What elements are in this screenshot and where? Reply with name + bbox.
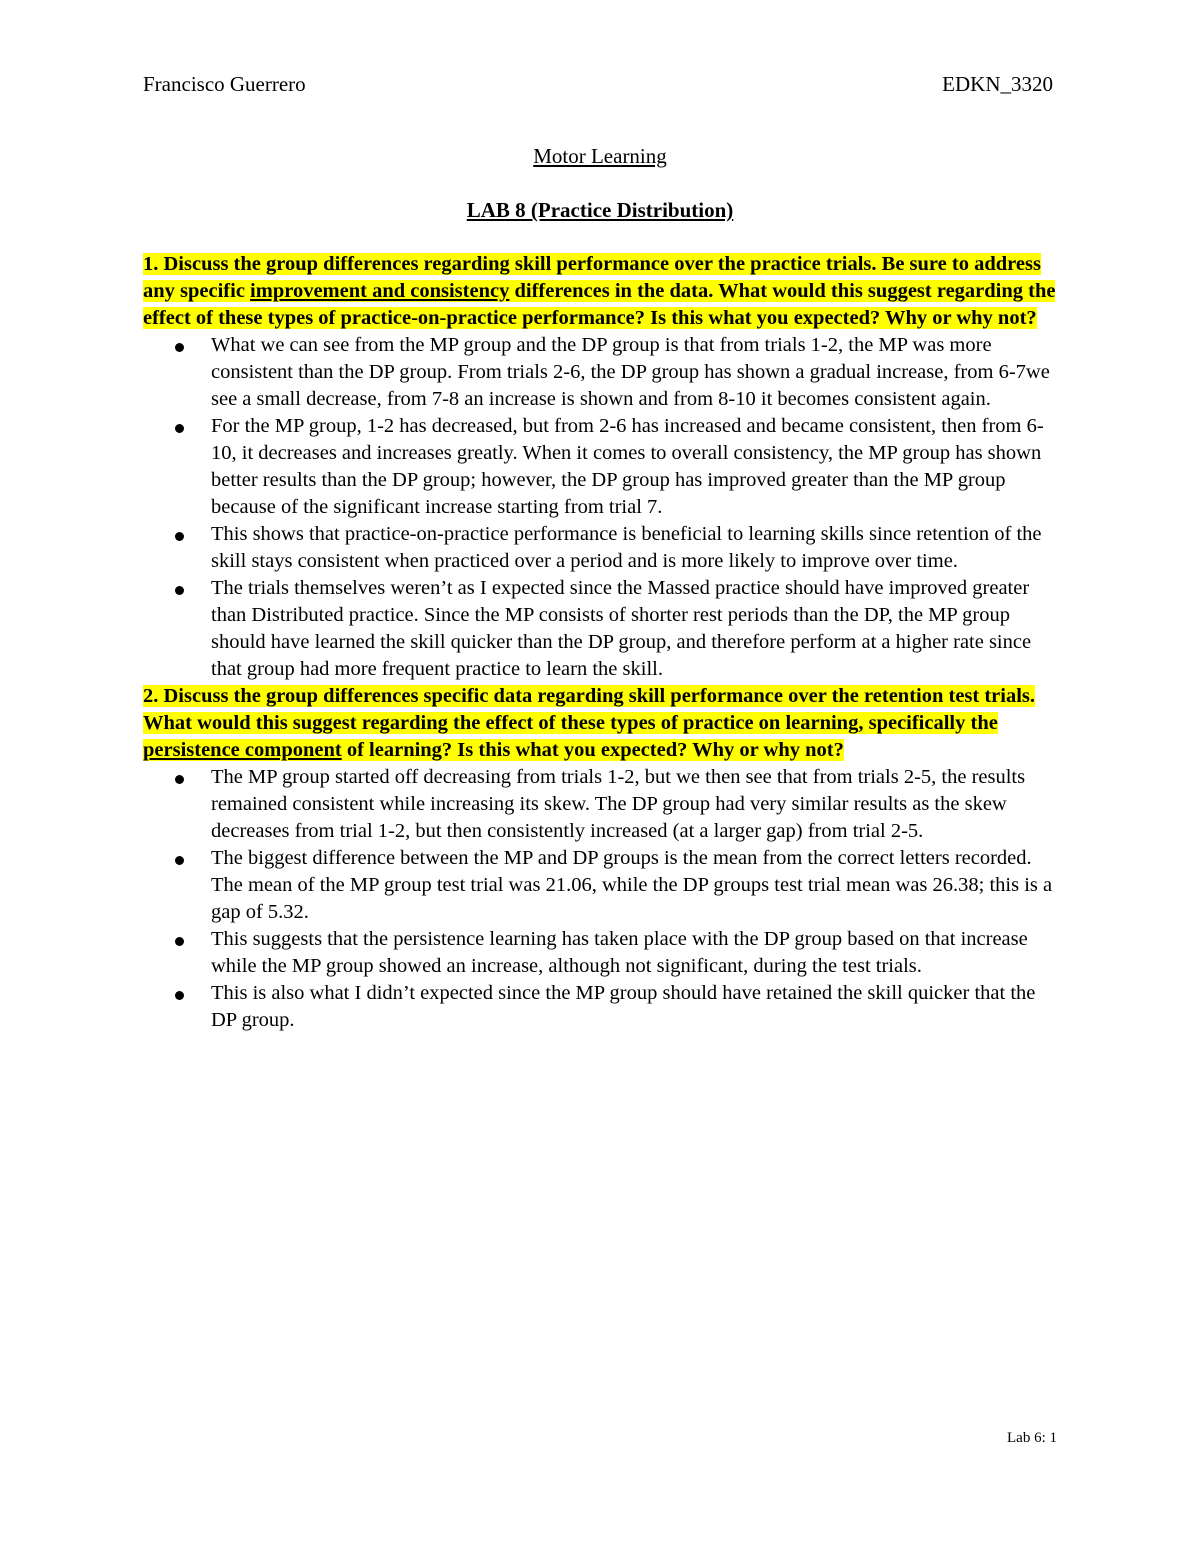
list-item bbox=[143, 926, 1063, 980]
document-title: Motor Learning bbox=[533, 144, 667, 168]
author-name: Francisco Guerrero bbox=[143, 72, 306, 96]
bullet-icon bbox=[175, 532, 184, 541]
list-item bbox=[143, 845, 1063, 926]
question-1-text-b: differences in the data. What would this suggest regarding the effect of these types of practice-on-practice performance? Is this what you expected? Why or why not? bbox=[143, 280, 1056, 329]
bullet-icon bbox=[175, 343, 184, 352]
answer-text: This is also what I didn’t expected since the MP group should have retained the skill quicker that the DP group. bbox=[211, 982, 1036, 1031]
answer-text: The trials themselves weren’t as I expected since the Massed practice should have improved greater than Distributed practice. Since the MP consists of shorter rest periods than the DP, the MP group should have learned the skill quicker than the DP group, and therefore perform at a higher rate since that group had more frequent practice to learn the skill. bbox=[211, 577, 1032, 680]
answer-text: This suggests that the persistence learning has taken place with the DP group based on that increase while the MP group showed an increase, although not significant, during the test trials. bbox=[211, 928, 1028, 977]
question-1-text-a: 1. Discuss the group differences regarding skill performance over the practice trials. Be sure to address any specific bbox=[143, 253, 1041, 302]
bullet-icon bbox=[175, 586, 184, 595]
page-footer: Lab 6: 1 bbox=[1007, 1430, 1057, 1446]
question-1-answers bbox=[143, 332, 1063, 683]
bullet-icon bbox=[175, 856, 184, 865]
answer-text: For the MP group, 1-2 has decreased, but from 2-6 has increased and became consistent, then from 6-10, it decreases and increases greatly. When it comes to overall consistency, the MP group has shown better results than the DP group; however, the DP group has improved greater than the MP group because of the significant increase starting from trial 7. bbox=[211, 415, 1044, 518]
answer-text: What we can see from the MP group and the DP group is that from trials 1-2, the MP was more consistent than the DP group. From trials 2-6, the DP group has shown a gradual increase, from 6-7we see a small decrease, from 7-8 an increase is shown and from 8-10 it becomes consistent again. bbox=[211, 334, 1050, 410]
answer-text: The biggest difference between the MP and DP groups is the mean from the correct letters recorded. The mean of the MP group test trial was 21.06, while the DP groups test trial mean was 26.38; this is a gap of 5.32. bbox=[211, 847, 1053, 923]
list-item bbox=[143, 575, 1063, 683]
list-item bbox=[143, 413, 1063, 521]
course-code: EDKN_3320 bbox=[942, 72, 1053, 96]
list-item bbox=[143, 980, 1063, 1034]
document-body bbox=[143, 251, 1063, 1034]
answer-text: The MP group started off decreasing from trials 1-2, but we then see that from trials 2-5, the results remained consistent while increasing its skew. The DP group had very similar results as the skew decreases from trial 1-2, but then consistently increased (at a larger gap) from trial 2-5. bbox=[211, 766, 1026, 842]
question-1-underlined: improvement and consistency bbox=[250, 280, 510, 302]
question-2-text-a: 2. Discuss the group differences specific data regarding skill performance over the retention test trials. What would this suggest regarding the effect of these types of practice on learning, specifically the bbox=[143, 685, 1036, 734]
bullet-icon bbox=[175, 937, 184, 946]
question-1 bbox=[143, 251, 1063, 332]
question-2 bbox=[143, 683, 1063, 764]
list-item bbox=[143, 332, 1063, 413]
question-2-underlined: persistence component bbox=[143, 739, 342, 761]
answer-text: This shows that practice-on-practice performance is beneficial to learning skills since retention of the skill stays consistent when practiced over a period and is more likely to improve over time. bbox=[211, 523, 1042, 572]
list-item bbox=[143, 764, 1063, 845]
question-2-answers bbox=[143, 764, 1063, 1034]
bullet-icon bbox=[175, 991, 184, 1000]
bullet-icon bbox=[175, 424, 184, 433]
list-item bbox=[143, 521, 1063, 575]
question-2-text-b: of learning? Is this what you expected? Why or why not? bbox=[341, 739, 844, 761]
bullet-icon bbox=[175, 775, 184, 784]
document-subtitle: LAB 8 (Practice Distribution) bbox=[466, 198, 734, 222]
